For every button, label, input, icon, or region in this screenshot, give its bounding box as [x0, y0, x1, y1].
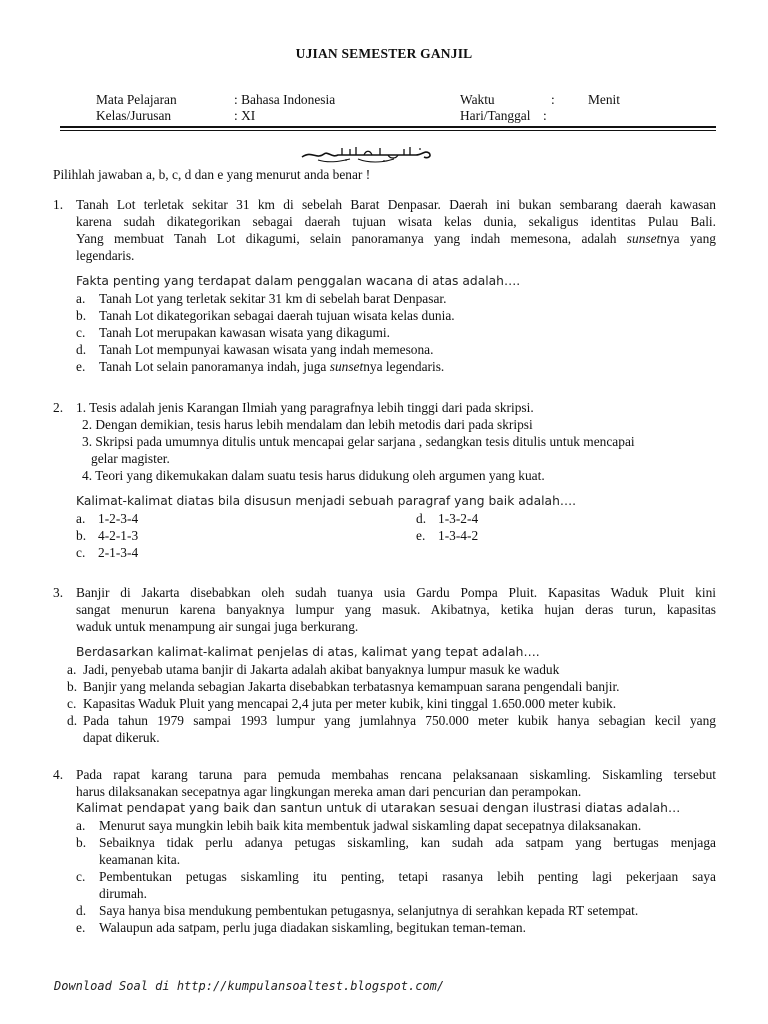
option-label: a. — [67, 662, 77, 677]
answer-option-e[interactable] — [416, 527, 478, 544]
instructions: Pilihlah jawaban a, b, c, d dan e yang menurut anda benar ! — [53, 167, 371, 182]
question-number: 3. — [53, 585, 64, 600]
answer-row — [76, 527, 716, 544]
option-text: Walaupun ada satpam, perlu juga diadakan siskamling, begitukan teman-teman. — [99, 920, 526, 935]
question-number: 2. — [53, 400, 64, 415]
answer-option-b[interactable] — [76, 307, 716, 324]
option-label: d. — [416, 511, 427, 526]
answer-row — [76, 510, 716, 527]
option-label: b. — [67, 679, 78, 694]
option-text: Pembentukan petugas siskamling itu penting, tetapi rasanya lebih penting lagi pekerjaan saya — [99, 869, 716, 884]
answer-option-d[interactable] — [67, 712, 716, 746]
question-1 — [53, 196, 716, 375]
option-text-continued: dirumah. — [99, 886, 147, 901]
option-text: Menurut saya mungkin lebih baik kita membentuk jadwal siskamling dapat secepatnya dilaksanakan. — [99, 818, 642, 833]
option-text: Sebaiknya tidak perlu adanya petugas siskamling, kan sudah ada satpam yang bertugas menjaga — [99, 835, 716, 850]
answer-option-d[interactable] — [76, 902, 716, 919]
option-text: Tanah Lot yang terletak sekitar 31 km di sebelah barat Denpasar. — [99, 291, 447, 306]
option-label: d. — [76, 903, 87, 918]
option-label: c. — [76, 325, 86, 340]
answer-option-d[interactable] — [76, 341, 716, 358]
option-label: e. — [76, 359, 86, 374]
option-label: b. — [76, 835, 87, 850]
answer-option-a[interactable] — [76, 510, 138, 527]
statement-4: 4. Teori yang dikemukakan dalam suatu tesis harus didukung oleh argumen yang kuat. — [82, 468, 545, 483]
question-text-line: waduk untuk menampung air sungai juga berkurang. — [76, 619, 359, 634]
option-text: Tanah Lot merupakan kawasan wisata yang dikagumi. — [99, 325, 390, 340]
answer-option-d[interactable] — [416, 510, 478, 527]
answer-row — [76, 544, 716, 561]
answer-option-a[interactable] — [76, 290, 716, 307]
question-number: 4. — [53, 767, 64, 782]
subject-label: Mata Pelajaran — [96, 92, 177, 107]
question-prompt: Kalimat-kalimat diatas bila disusun menjadi sebuah paragraf yang baik adalah…. — [76, 494, 577, 508]
time-label: Waktu — [460, 92, 495, 107]
option-label: b. — [76, 308, 87, 323]
exam-header-info — [96, 91, 696, 123]
option-text: Tanah Lot selain panoramanya indah, juga — [99, 359, 327, 374]
option-label: c. — [76, 869, 86, 884]
time-unit: Menit — [588, 92, 620, 107]
answer-option-c[interactable] — [67, 695, 716, 712]
option-label: d. — [76, 342, 87, 357]
option-text-continued: dapat dikeruk. — [83, 730, 160, 745]
question-text-line: legendaris. — [76, 248, 135, 263]
class-label: Kelas/Jurusan — [96, 108, 172, 123]
option-label: e. — [76, 920, 86, 935]
option-text: Saya hanya bisa mendukung pembentukan petugasnya, selanjutnya di serahkan kepada RT setempat. — [99, 903, 639, 918]
option-text: 1-2-3-4 — [98, 511, 139, 526]
statement-1: 1. Tesis adalah jenis Karangan Ilmiah yang paragrafnya lebih tinggi dari pada skripsi. — [76, 400, 534, 415]
option-text: Jadi, penyebab utama banjir di Jakarta adalah akibat banyaknya lumpur masuk ke waduk — [83, 662, 560, 677]
header-divider-thin — [60, 130, 716, 131]
option-text: 1-3-2-4 — [438, 511, 479, 526]
time-colon: : — [551, 92, 555, 107]
answer-option-a[interactable] — [67, 661, 716, 678]
statement-3: 3. Skripsi pada umumnya ditulis untuk mencapai gelar sarjana , sedangkan tesis ditulis untuk mencapai — [82, 434, 635, 449]
option-text: 1-3-4-2 — [438, 528, 479, 543]
option-label: c. — [76, 545, 86, 560]
question-prompt: Kalimat pendapat yang baik dan santun untuk di utarakan sesuai dengan ilustrasi diatas adalah… — [76, 801, 681, 815]
option-text: Tanah Lot dikategorikan sebagai daerah tujuan wisata kelas dunia. — [99, 308, 455, 323]
answer-option-c[interactable] — [76, 544, 138, 561]
question-text-line: Pada rapat karang taruna para pemuda membahas rencana pelaksanaan siskamling. Siskamling tersebut — [76, 767, 716, 782]
answer-option-b[interactable] — [76, 834, 716, 868]
question-text-segment: Yang membuat Tanah Lot dikagumi, selain panoramanya yang indah memesona, adalah — [76, 231, 617, 246]
header-row-class — [96, 107, 696, 123]
italic-term: sunset — [329, 359, 364, 374]
statement-3-continued: gelar magister. — [91, 451, 170, 466]
question-3 — [53, 584, 716, 746]
header-row-subject — [96, 91, 696, 107]
answer-option-e[interactable] — [76, 358, 716, 375]
question-text-line: Tanah Lot terletak sekitar 31 km di sebelah Barat Denpasar. Daerah ini bukan sembarang daerah kawasan — [76, 197, 716, 212]
option-text: Kapasitas Waduk Pluit yang mencapai 2,4 juta per meter kubik, kini tinggal 1.650.000 meter kubik. — [83, 696, 617, 711]
option-text: 2-1-3-4 — [98, 545, 139, 560]
question-text-line — [76, 230, 716, 247]
option-label: e. — [416, 528, 426, 543]
question-prompt: Fakta penting yang terdapat dalam penggalan wacana di atas adalah…. — [76, 274, 521, 288]
subject-value: : Bahasa Indonesia — [234, 92, 336, 107]
header-divider-thick — [60, 126, 716, 128]
option-label: d. — [67, 713, 78, 728]
question-2 — [53, 399, 716, 561]
option-text: 4-2-1-3 — [98, 528, 139, 543]
statement-2: 2. Dengan demikian, tesis harus lebih mendalam dan lebih metodis dari pada skripsi — [82, 417, 533, 432]
question-text-line: Banjir di Jakarta disebabkan oleh sudah tuanya usia Gardu Pompa Pluit. Kapasitas Waduk Pluit kini — [76, 585, 716, 600]
option-label: c. — [67, 696, 77, 711]
option-label: b. — [76, 528, 87, 543]
answer-option-a[interactable] — [76, 817, 716, 834]
question-text-line: karena sudah dikategorikan sebagai daerah tujuan wisata kelas dunia, sekaligus identitas Pulau Bali. — [76, 214, 716, 229]
italic-term: sunset — [626, 231, 661, 246]
exam-title: UJIAN SEMESTER GANJIL — [295, 46, 473, 61]
basmalah-calligraphy-icon — [298, 144, 438, 164]
date-label: Hari/Tanggal — [460, 108, 531, 123]
answer-option-c[interactable] — [76, 324, 716, 341]
question-4 — [53, 766, 716, 936]
option-label: a. — [76, 511, 86, 526]
option-text: nya legendaris. — [363, 359, 445, 374]
option-label: a. — [76, 818, 86, 833]
question-number: 1. — [53, 197, 64, 212]
answer-option-e[interactable] — [76, 919, 716, 936]
question-text-line: sangat menurun karena banyaknya lumpur yang masuk. Akibatnya, ketika hujan deras turun, kapasitas — [76, 602, 716, 617]
class-value: : XI — [234, 108, 256, 123]
question-prompt: Berdasarkan kalimat-kalimat penjelas di atas, kalimat yang tepat adalah…. — [76, 645, 540, 659]
option-text: Tanah Lot mempunyai kawasan wisata yang indah memesona. — [99, 342, 434, 357]
answer-option-c[interactable] — [76, 868, 716, 902]
question-text-line: harus dilaksanakan secepatnya agar lingkungan mereka aman dari pencurian dan perampokan. — [76, 784, 582, 799]
option-text: Banjir yang melanda sebagian Jakarta disebabkan terbatasnya kemampuan sarana pengendali banjir. — [83, 679, 620, 694]
date-colon: : — [543, 108, 547, 123]
question-text-segment: nya yang — [660, 231, 716, 246]
option-label: a. — [76, 291, 86, 306]
option-text: Pada tahun 1979 sampai 1993 lumpur yang jumlahnya 750.000 meter kubik hanya sebagian kecil yang — [83, 713, 716, 728]
footer-download-link[interactable]: Download Soal di http://kumpulansoaltest.blogspot.com/ — [54, 979, 445, 993]
option-text-continued: keamanan kita. — [99, 852, 181, 867]
answer-option-b[interactable] — [67, 678, 716, 695]
answer-option-b[interactable] — [76, 527, 138, 544]
